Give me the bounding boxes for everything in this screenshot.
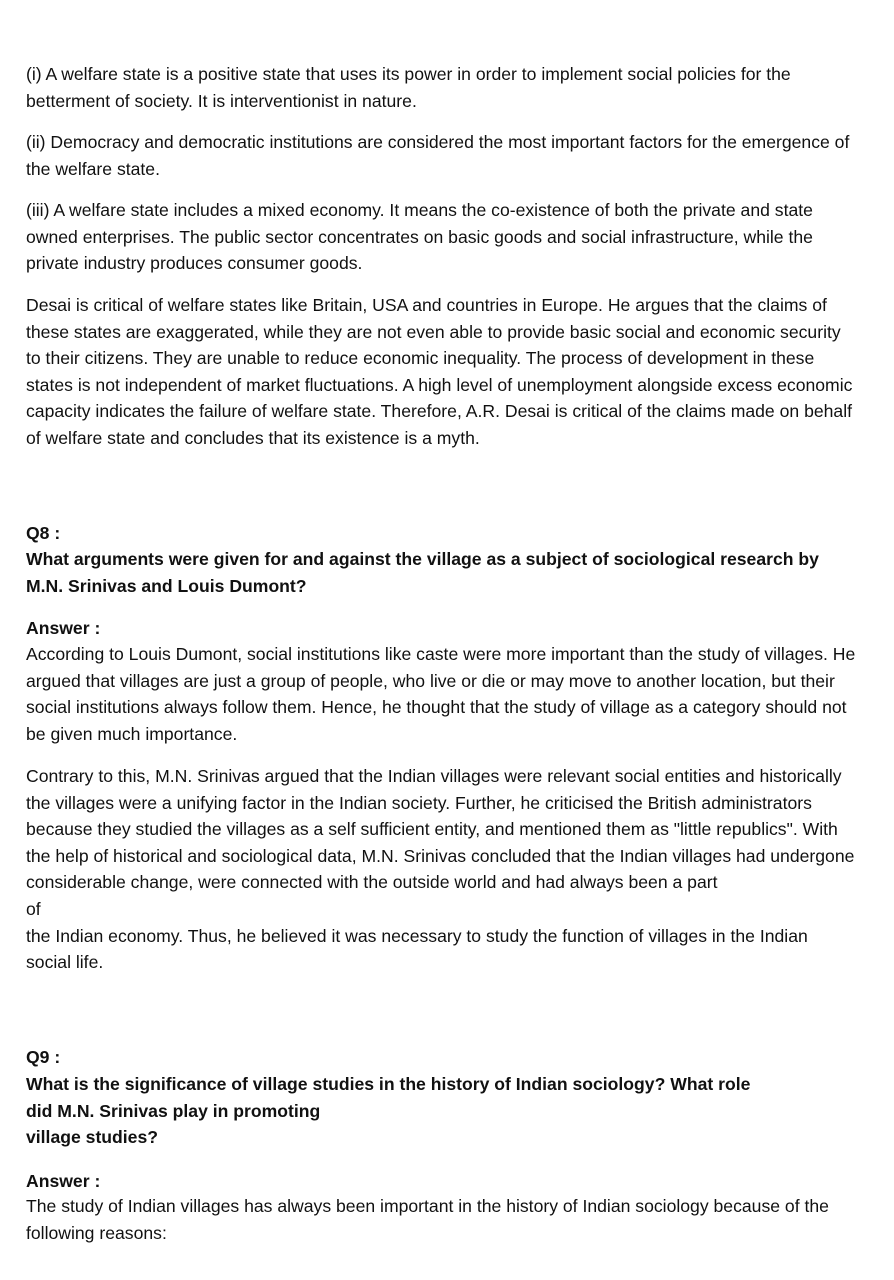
paragraph-mixed-economy: (iii) A welfare state includes a mixed economy. It means the co-existence of both the private and state owned enterprises. The public sector concentrates on basic goods and social infrastructure, while the private industry produces consumer goods. xyxy=(26,200,813,274)
q9-answer-paragraph-1: The study of Indian villages has always been important in the history of Indian sociology because of the following reasons: xyxy=(26,1196,829,1243)
q9-question-line-2: did M.N. Srinivas play in promoting xyxy=(26,1100,321,1121)
q8-answer-paragraph-2-text: Contrary to this, M.N. Srinivas argued that the Indian villages were relevant social entities and historically the villages were a unifying factor in the Indian society. Further, he criticised the British administrators because they studied the villages as a self sufficient entity, and mentioned them as "little republics". With the help of historical and sociological data, M.N. Srinivas concluded that the Indian villages had undergone considerable change, were connected with the outside world and had always been a part xyxy=(26,766,855,893)
q8-answer-label: Answer : xyxy=(26,618,101,638)
q9-label: Q9 : xyxy=(26,1047,61,1067)
q8-answer-paragraph-2-end: the Indian economy. Thus, he believed it was necessary to study the function of villages in the Indian social life. xyxy=(26,925,808,973)
q8-answer-paragraph-1: According to Louis Dumont, social institutions like caste were more important than the study of villages. He argued that villages are just a group of people, who live or die or may move to another location, but their social institutions always follow them. Hence, he thought that the study of village as a category should not be given much importance. xyxy=(26,644,856,744)
paragraph-desai-critique: Desai is critical of welfare states like Britain, USA and countries in Europe. He argues that the claims of these states are exaggerated, while they are not even able to provide basic social and economic security to their citizens. They are unable to reduce economic inequality. The process of development in these states is not independent of market fluctuations. A high level of unemployment alongside excess economic capacity indicates the failure of welfare state. Therefore, A.R. Desai is critical of the claims made on behalf of welfare state and concludes that its existence is a myth. xyxy=(26,295,853,448)
q9-answer-label: Answer : xyxy=(26,1171,101,1191)
q8-question: What arguments were given for and against the village as a subject of sociological research by M.N. Srinivas and Louis Dumont? xyxy=(26,549,819,596)
paragraph-democracy: (ii) Democracy and democratic institutions are considered the most important factors for the emergence of the welfare state. xyxy=(26,132,850,179)
q8-label: Q8 : xyxy=(26,523,61,543)
q9-question xyxy=(26,1071,856,1151)
q8-answer-paragraph-2 xyxy=(26,763,856,976)
q9-question-line-3: village studies? xyxy=(26,1127,158,1148)
paragraph-welfare-positive-state: (i) A welfare state is a positive state that uses its power in order to implement social policies for the betterment of society. It is interventionist in nature. xyxy=(26,64,791,111)
q8-answer-paragraph-2-of: of xyxy=(26,898,41,919)
q9-question-line-1: What is the significance of village studies in the history of Indian sociology? What role xyxy=(26,1074,751,1094)
